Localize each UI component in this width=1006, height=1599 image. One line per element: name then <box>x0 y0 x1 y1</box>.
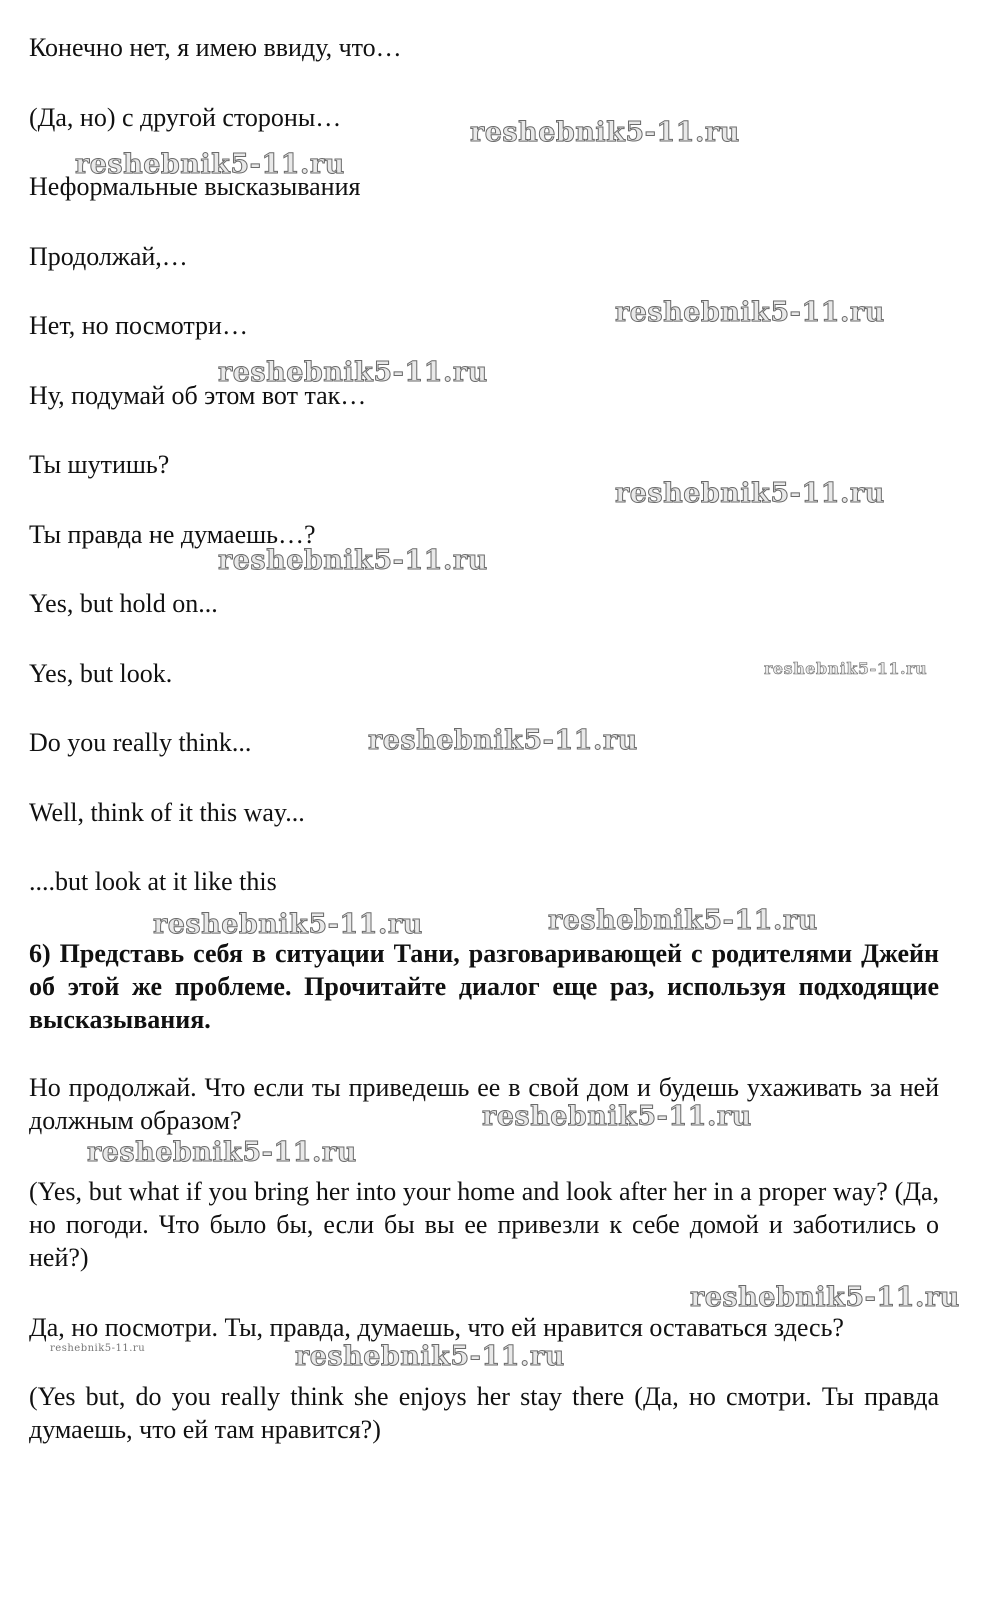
dialogue-paragraph-4: (Yes but, do you really think she enjoys her stay there (Да, но смотри. Ты правда думаешь, что ей там нравится?) <box>29 1382 939 1444</box>
dialogue-paragraph-1: Но продолжай. Что если ты приведешь ее в свой дом и будешь ухаживать за ней должным образом? <box>29 1073 939 1135</box>
watermark: reshebnik5-11.ru <box>218 357 488 388</box>
informal-expressions-label: Неформальные высказывания <box>29 172 361 201</box>
phrase-look-at-it-like-this: ....but look at it like this <box>29 867 277 896</box>
phrase-think-of-it: Ну, подумай об этом вот так… <box>29 381 367 410</box>
watermark: reshebnik5-11.ru <box>764 659 928 678</box>
watermark: reshebnik5-11.ru <box>470 117 740 148</box>
task-heading: 6) Представь себя в ситуации Тани, разговаривающей с родителями Джейн об этой же проблеме. Прочитайте диалог еще раз, используя подходящие высказывания. <box>29 939 939 1034</box>
watermark: reshebnik5-11.ru <box>50 1343 146 1354</box>
watermark: reshebnik5-11.ru <box>218 545 488 576</box>
phrase-do-you-really-think: Do you really think... <box>29 728 252 757</box>
dialogue-paragraph-3: Да, но посмотри. Ты, правда, думаешь, что ей нравится оставаться здесь? <box>29 1313 844 1342</box>
watermark: reshebnik5-11.ru <box>87 1137 357 1168</box>
phrase-yes-but-hold-on: Yes, but hold on... <box>29 589 218 618</box>
watermark: reshebnik5-11.ru <box>615 478 885 509</box>
phrase-well-think: Well, think of it this way... <box>29 798 305 827</box>
phrase-are-you-joking: Ты шутишь? <box>29 450 170 479</box>
phrase-of-course-not: Конечно нет, я имею ввиду, что… <box>29 33 402 62</box>
dialogue-paragraph-2: (Yes, but what if you bring her into your home and look after her in a proper way? (Да, но погоди. Что было бы, если бы вы ее привезли к себе домой и заботились о ней?) <box>29 1177 939 1272</box>
phrase-no-but-look: Нет, но посмотри… <box>29 311 248 340</box>
watermark: reshebnik5-11.ru <box>615 297 885 328</box>
phrase-yes-but-look: Yes, but look. <box>29 659 173 688</box>
phrase-on-the-other-hand: (Да, но) с другой стороны… <box>29 103 342 132</box>
watermark: reshebnik5-11.ru <box>75 149 345 180</box>
watermark: reshebnik5-11.ru <box>548 905 818 936</box>
phrase-go-on: Продолжай,… <box>29 242 188 271</box>
watermark: reshebnik5-11.ru <box>295 1341 565 1372</box>
phrase-dont-you-really-think: Ты правда не думаешь…? <box>29 520 316 549</box>
watermark: reshebnik5-11.ru <box>368 725 638 756</box>
watermark: reshebnik5-11.ru <box>482 1101 752 1132</box>
watermark: reshebnik5-11.ru <box>690 1282 960 1313</box>
watermark: reshebnik5-11.ru <box>153 909 423 940</box>
